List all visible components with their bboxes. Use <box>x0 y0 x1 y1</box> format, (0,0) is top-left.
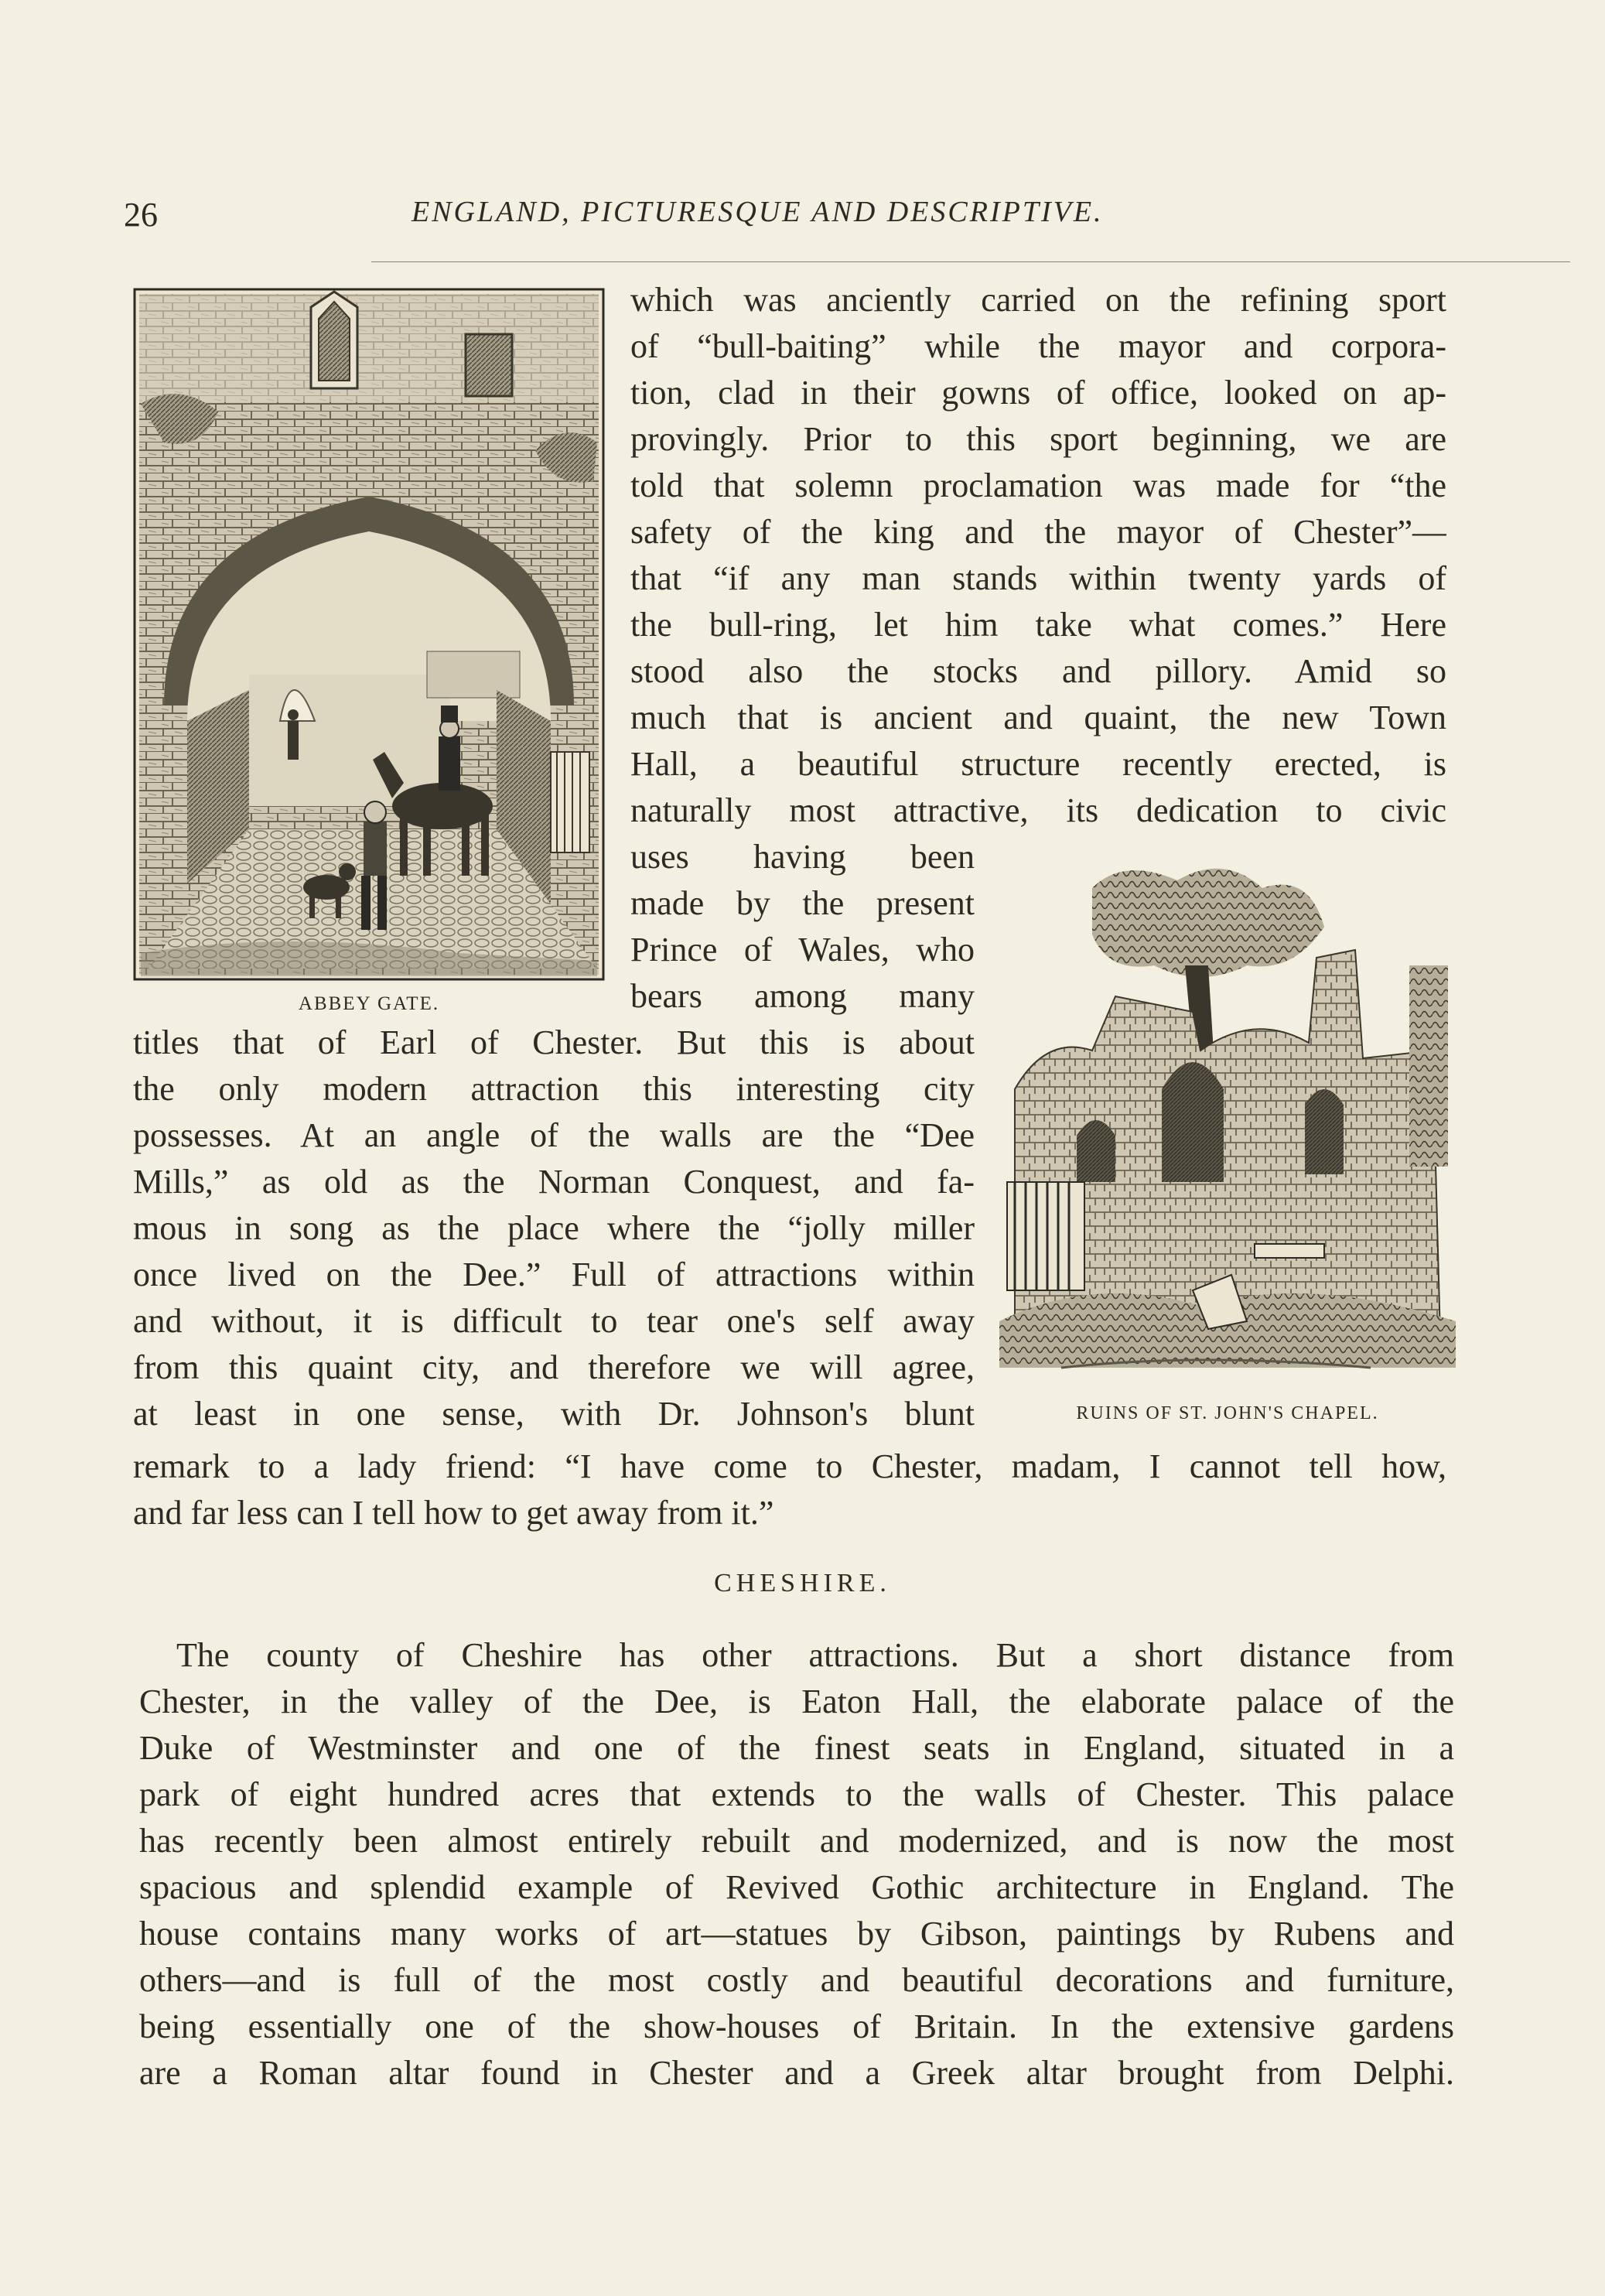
body-line: has recently been almost entirely rebuilt and modernized, and is now the most <box>139 1822 1454 1860</box>
body-line: Hall, a beautiful structure recently erected, is <box>630 745 1446 783</box>
body-line: Chester, in the valley of the Dee, is Eaton Hall, the elaborate palace of the <box>139 1683 1454 1720</box>
body-line: stood also the stocks and pillory. Amid so <box>630 652 1446 690</box>
body-line: told that solemn proclamation was made for “the <box>630 466 1446 504</box>
body-line: house contains many works of art—statues by Gibson, paintings by Rubens and <box>139 1915 1454 1953</box>
body-line: titles that of Earl of Chester. But this is about <box>133 1023 975 1061</box>
body-line: mous in song as the place where the “jolly miller <box>133 1209 975 1247</box>
running-title: ENGLAND, PICTURESQUE AND DESCRIPTIVE. <box>411 196 1104 228</box>
abbey-gate-figure <box>133 288 605 1014</box>
body-line: bears among many <box>630 977 975 1015</box>
body-line: and without, it is difficult to tear one's self away <box>133 1302 975 1340</box>
abbey-gate-engraving <box>133 288 605 984</box>
st-johns-chapel-engraving <box>999 857 1456 1391</box>
body-line: which was anciently carried on the refining sport <box>630 281 1446 319</box>
body-line: Mills,” as old as the Norman Conquest, and fa- <box>133 1163 975 1201</box>
body-line: are a Roman altar found in Chester and a Greek altar brought from Delphi. <box>139 2054 1454 2092</box>
st-johns-chapel-figure <box>999 857 1456 1423</box>
body-line: of “bull-baiting” while the mayor and corpora- <box>630 327 1446 365</box>
body-line: from this quaint city, and therefore we will agree, <box>133 1348 975 1386</box>
body-line: the only modern attraction this interesting city <box>133 1070 975 1108</box>
body-line: tion, clad in their gowns of office, looked on ap- <box>630 374 1446 412</box>
section-heading: CHESHIRE. <box>714 1569 891 1597</box>
running-head <box>124 195 1454 249</box>
body-line: uses having been <box>630 838 975 876</box>
header-rule <box>371 261 1570 262</box>
body-line: at least in one sense, with Dr. Johnson's blunt <box>133 1395 975 1433</box>
page-number: 26 <box>124 196 158 234</box>
body-line: made by the present <box>630 884 975 922</box>
body-line: The county of Cheshire has other attractions. But a short distance from <box>176 1636 1454 1674</box>
body-line: the bull-ring, let him take what comes.” Here <box>630 606 1446 644</box>
body-line: naturally most attractive, its dedication to civic <box>630 791 1446 829</box>
body-line: and far less can I tell how to get away from it.” <box>133 1494 774 1532</box>
body-line: remark to a lady friend: “I have come to Chester, madam, I cannot tell how, <box>133 1447 1446 1485</box>
body-line: being essentially one of the show-houses of Britain. In the extensive gardens <box>139 2007 1454 2045</box>
abbey-gate-caption: ABBEY GATE. <box>298 993 440 1014</box>
body-line: that “if any man stands within twenty yards of <box>630 559 1446 597</box>
body-line: safety of the king and the mayor of Chester”— <box>630 513 1446 551</box>
st-johns-chapel-caption: RUINS OF ST. JOHN'S CHAPEL. <box>1076 1403 1379 1423</box>
body-line: others—and is full of the most costly and beautiful decorations and furniture, <box>139 1961 1454 1999</box>
body-line: park of eight hundred acres that extends to the walls of Chester. This palace <box>139 1775 1454 1813</box>
body-line: once lived on the Dee.” Full of attractions within <box>133 1256 975 1293</box>
body-line: possesses. At an angle of the walls are the “Dee <box>133 1116 975 1154</box>
body-line: Prince of Wales, who <box>630 931 975 969</box>
body-line: much that is ancient and quaint, the new Town <box>630 699 1446 736</box>
body-line: provingly. Prior to this sport beginning, we are <box>630 420 1446 458</box>
body-line: Duke of Westminster and one of the finest seats in England, situated in a <box>139 1729 1454 1767</box>
body-line: spacious and splendid example of Revived Gothic architecture in England. The <box>139 1868 1454 1906</box>
